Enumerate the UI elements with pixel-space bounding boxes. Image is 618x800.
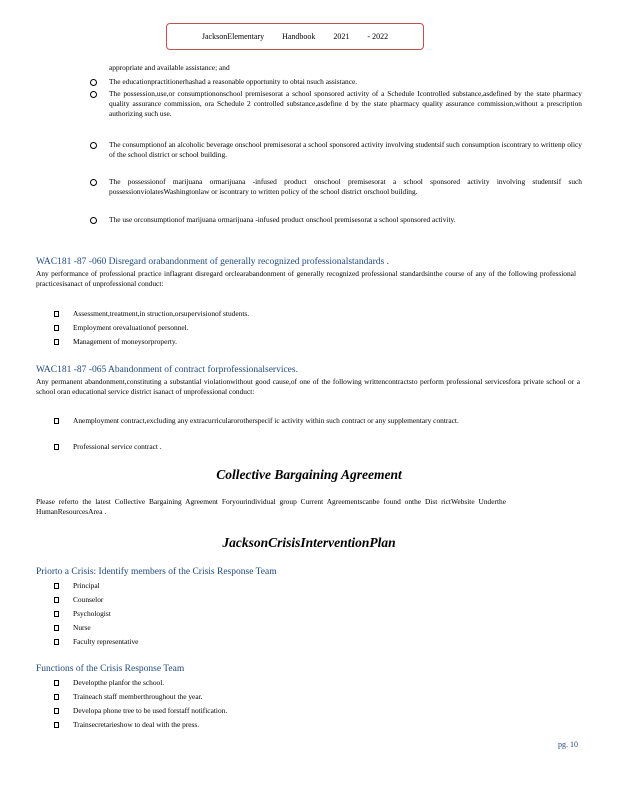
list-item-text: Psychologist: [73, 609, 111, 618]
list-item: [54, 323, 580, 333]
square-bullet-icon: [54, 625, 59, 631]
square-bullet-icon: [54, 597, 59, 603]
list-item-text: Anemployment contract,excluding any extracurricularorotherspecif ic activity within such contract or any supplementary contract.: [73, 416, 459, 425]
list-item: [90, 215, 582, 225]
list-item: [54, 720, 580, 730]
list-item-text: The educationpractitionerhashad a reasonable opportunity to obtai nsuch assistance.: [109, 77, 358, 86]
list-item: [54, 706, 580, 716]
list-item-text: Trainsecretarieshow to deal with the press.: [73, 720, 200, 729]
cba-body: Please referto the latest Collective Bargaining Agreement Foryourindividual group Current Agreementscanbe found onthe Dist rictWebsite Underthe HumanResourcesArea .: [36, 497, 506, 516]
list-item: [90, 177, 582, 197]
list-item: [90, 89, 582, 119]
list-item: [54, 692, 580, 702]
list-item-text: Developthe planfor the school.: [73, 678, 165, 687]
handbook-header: [166, 23, 424, 50]
circle-bullet-icon: [90, 79, 97, 86]
list-item: [54, 678, 580, 688]
square-bullet-icon: [54, 325, 59, 331]
square-bullet-icon: [54, 611, 59, 617]
circle-bullet-icon: [90, 179, 97, 186]
page-number: pg. 10: [558, 740, 578, 749]
list-item-text: The possessionof marijuana ormarijuana -infused product onschool premisesorat a school sponsored activity involving studentsif such possessionviolatesWashingtonlaw or iscontrary to written policy of the school district orschool building.: [109, 177, 582, 196]
square-bullet-icon: [54, 694, 59, 700]
section-body: Any permanent abandonment,constituting a substantial violationwithout good cause,of one of the following writtencontractsto perform professional servicesfora private school or a school oran educational service district isanact of unprofessional conduct:: [36, 377, 580, 396]
list-item: [54, 637, 580, 647]
list-item: [54, 309, 580, 319]
list-item-text: Assessment,treatment,in struction,orsupervisionof students.: [73, 309, 250, 318]
list-item-text: Principal: [73, 581, 100, 590]
section-heading: WAC181 -87 -065 Abandonment of contract forprofessionalservices.: [36, 365, 298, 375]
square-bullet-icon: [54, 680, 59, 686]
list-item-text: Faculty representative: [73, 637, 139, 646]
list-item: [54, 581, 580, 591]
circle-bullet-icon: [90, 142, 97, 149]
square-bullet-icon: [54, 444, 59, 450]
header-year-end: - 2022: [367, 31, 389, 41]
list-item-text: Developa phone tree to be used forstaff notification.: [73, 706, 228, 715]
list-item-text: Management of moneysorproperty.: [73, 337, 177, 346]
header-year-start: 2021: [333, 31, 350, 41]
list-item-text: The possession,use,or consumptiononschool premisesorat a school sponsored activity of a Schedule Icontrolled substance,asdefined by the state pharmacy quality assurance commission, ora Schedule 2 controlled substance,asdefine d by the state pharmacy quality assurance commission,without a prescription authorizing such use.: [109, 89, 582, 118]
list-item: [54, 416, 580, 426]
crisis-heading-functions: Functions of the Crisis Response Team: [36, 664, 185, 674]
list-item: [54, 623, 580, 633]
square-bullet-icon: [54, 639, 59, 645]
header-school: JacksonElementary: [201, 31, 265, 41]
section-heading: WAC181 -87 -060 Disregard orabandonment of generally recognized professionalstandards .: [36, 257, 389, 267]
circle-bullet-icon: [90, 91, 97, 98]
list-item-text: Traineach staff memberthroughout the year.: [73, 692, 203, 701]
list-item-text: The consumptionof an alcoholic beverage onschool premisesorat a school sponsored activity involving studentsif such consumption iscontrary to writtenp olicy of the school district or school building.: [109, 140, 582, 159]
list-item: [54, 337, 580, 347]
list-item-text: Employment orevaluationof personnel.: [73, 323, 189, 332]
square-bullet-icon: [54, 722, 59, 728]
square-bullet-icon: [54, 583, 59, 589]
square-bullet-icon: [54, 339, 59, 345]
square-bullet-icon: [54, 311, 59, 317]
list-item: [90, 140, 582, 160]
circle-bullet-icon: [90, 217, 97, 224]
list-item: [54, 595, 580, 605]
header-doc: Handbook: [282, 31, 316, 41]
crisis-heading-identify: Priorto a Crisis: Identify members of the Crisis Response Team: [36, 567, 277, 577]
list-item-text: Professional service contract .: [73, 442, 162, 451]
list-item: [54, 442, 580, 452]
section-body: Any performance of professional practice inflagrant disregard orclearabandonment of generally recognized professional standardsinthe course of any of the following professional practicesisanact of unprofessional conduct:: [36, 269, 576, 288]
square-bullet-icon: [54, 418, 59, 424]
list-item-text: The use orconsumptionof marijuana ormarijuana -infused product onschool premisesorat a school sponsored activity.: [109, 215, 456, 224]
continuation-line: appropriate and available assistance; and: [109, 63, 230, 72]
square-bullet-icon: [54, 708, 59, 714]
list-item-text: Nurse: [73, 623, 91, 632]
crisis-plan-title: JacksonCrisisInterventionPlan: [222, 535, 396, 550]
list-item-text: Counselor: [73, 595, 104, 604]
list-item: [54, 609, 580, 619]
cba-title: Collective Bargaining Agreement: [216, 467, 402, 482]
list-item: [90, 77, 582, 87]
